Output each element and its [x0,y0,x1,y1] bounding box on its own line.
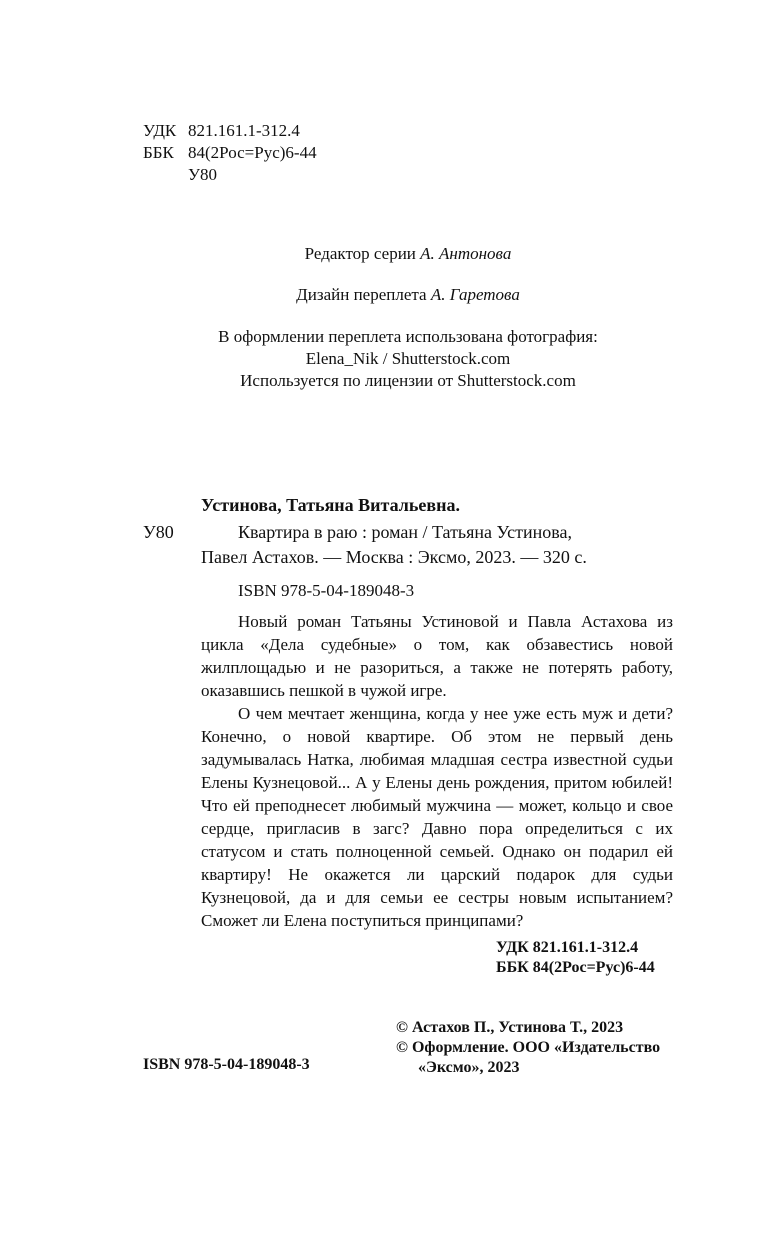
photo-credit-line-3: Используется по лицензии от Shutterstock.com [240,371,576,390]
cover-design-label: Дизайн переплета [296,285,427,304]
title-line-2: Павел Астахов. — Москва : Эксмо, 2023. — 320 с. [201,547,587,567]
author-code-row [143,164,317,186]
bottom-classification [496,938,655,978]
udk-label: УДК [143,121,177,140]
annotation-paragraph-1: Новый роман Татьяны Устиновой и Павла Астахова из цикла «Дела судебные» о том, как обзавестись новой жилплощадью и не разориться, а также не потерять работу, оказавшись пешкой в чужой игре. [201,612,673,700]
udk-value: 821.161.1-312.4 [188,121,300,140]
classification-block [143,120,317,186]
bottom-udk: УДК 821.161.1-312.4 [496,939,639,956]
series-editor-line [0,243,768,265]
author-heading: Устинова, Татьяна Витальевна. [201,495,460,515]
copyright-design: © Оформление. ООО «Издательство [396,1039,661,1056]
series-editor-label: Редактор серии [304,244,416,263]
photo-credit-line-2: Elena_Nik / Shutterstock.com [305,349,511,368]
record-isbn: ISBN 978-5-04-189048-3 [238,581,415,600]
series-editor-name: А. Антонова [420,244,512,263]
copyright-design-cont: «Эксмо», 2023 [418,1059,520,1076]
bottom-isbn: ISBN 978-5-04-189048-3 [143,1056,310,1073]
copyright-authors: © Астахов П., Устинова Т., 2023 [396,1019,624,1036]
photo-credit-line-1: В оформлении переплета использована фотография: [218,327,598,346]
author-code: У80 [188,165,218,184]
annotation [201,610,673,932]
photo-credit [0,326,768,392]
bottom-bbk: ББК 84(2Рос=Рус)6-44 [496,959,655,976]
record-author-code: У80 [143,522,174,542]
bbk-row [143,142,317,164]
copyright-block [396,1018,660,1078]
title-line-1: Квартира в раю : роман / Татьяна Устинова, [238,522,572,542]
bbk-value: 84(2Рос=Рус)6-44 [188,143,317,162]
cover-design-name: А. Гаретова [430,285,520,304]
cover-design-line [0,284,768,306]
bbk-label: ББК [143,143,174,162]
annotation-paragraph-2: О чем мечтает женщина, когда у нее уже есть муж и дети? Конечно, о новой квартире. Об этом не первый день задумывалась Натка, любимая младшая сестра известной судьи Елены Кузнецовой... А у Елены день рождения, притом юбилей! Что ей преподнесет любимый мужчина — может, кольцо и свое сердце, пригласив в загс? Давно пора определиться с их статусом и стать полноценной семьей. Однако он подарил ей квартиру! Не окажется ли царский подарок для судьи Кузнецовой, да и для семьи ее сестры новым испытанием? Сможет ли Елена поступиться принципами? [201,704,673,930]
udk-row [143,120,317,142]
